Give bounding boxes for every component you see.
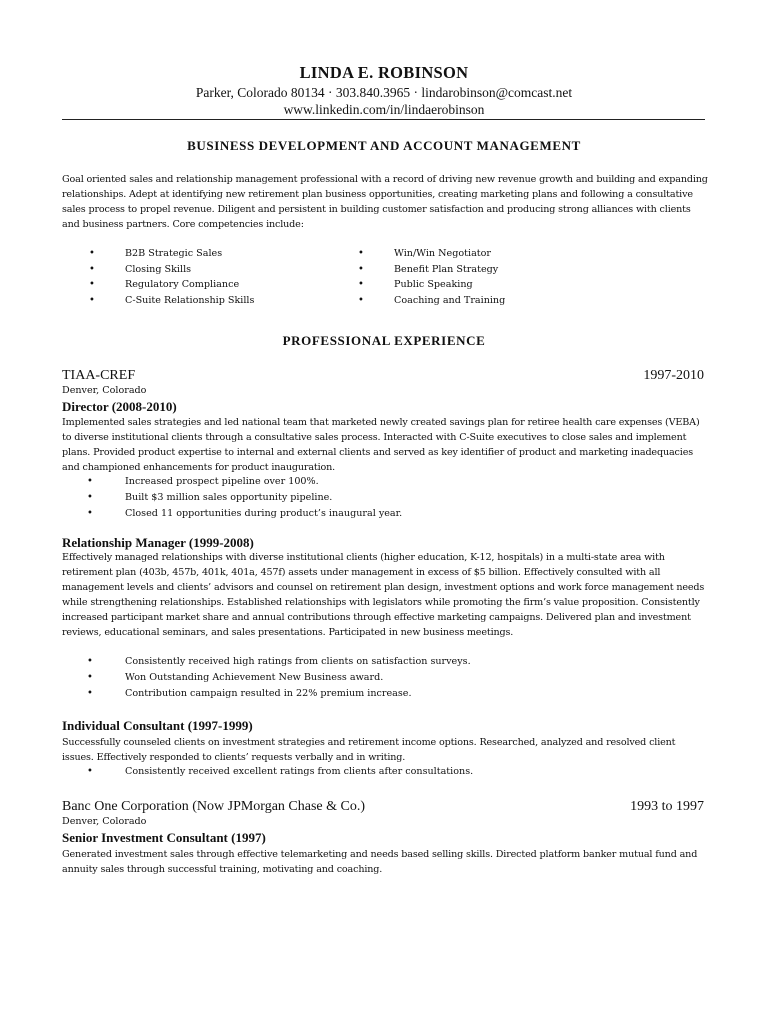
competency-item: • Public Speaking — [394, 277, 505, 293]
candidate-name: LINDA E. ROBINSON — [299, 63, 469, 82]
employer-dates: 1997-2010 — [643, 368, 704, 383]
bullet-icon: • — [89, 248, 95, 259]
competency-item: • Closing Skills — [125, 262, 254, 278]
resume-header — [0, 62, 768, 118]
role-title: Individual Consultant (1997-1999) — [62, 718, 253, 733]
competencies-right-column — [358, 246, 506, 308]
competencies-left-column — [89, 246, 255, 308]
competency-item: • Coaching and Training — [394, 293, 505, 309]
achievement-item: • Won Outstanding Achievement New Business award. — [62, 670, 682, 686]
employer-header — [62, 367, 704, 384]
bullet-icon: • — [89, 294, 95, 306]
employer-location: Denver, Colorado — [62, 385, 147, 396]
competency-item: • B2B Strategic Sales — [125, 246, 254, 262]
role-achievements — [62, 764, 682, 780]
competency-item: • Regulatory Compliance — [125, 277, 254, 293]
role-description: Implemented sales strategies and led national team that marketed newly created savings plan for retiree health care expenses (VEBA) to diverse institutional clients through a consultative sales process. Interacted with C-Suite executives to close sales and implement plans. Provided product expertise to internal and external clients and served as key identifier of product and marketing inadequacies and championed enhancements for product inauguration. — [62, 417, 700, 473]
bullet-icon: • — [89, 263, 95, 275]
role-title: Director (2008-2010) — [62, 399, 177, 414]
achievement-item: • Built $3 million sales opportunity pipeline. — [62, 490, 682, 506]
bullet-icon: • — [87, 766, 93, 777]
bullet-icon: • — [87, 672, 93, 683]
role-title: Senior Investment Consultant (1997) — [62, 830, 266, 845]
employer-name: TIAA-CREF — [62, 368, 136, 383]
role-description: Effectively managed relationships with diverse institutional clients (higher education, K-12, hospitals) in a multi-state area with retirement plan (403b, 457b, 401k, 401a, 457f) assets under management in excess of $5 billion. Effectively consulted with all management levels and clients’ advisors and counsel on retirement plan design, investment options and work force management needs while strengthening relationships. Established relationships with legislators while promoting the firm’s value proposition. Consistently increased participant market share and annual contributions through effective marketing campaigns. Delivered plan and investment reviews, educational seminars, and sales presentations. Participated in new business meetings. — [62, 552, 705, 638]
bullet-icon: • — [87, 492, 93, 503]
bullet-icon: • — [89, 279, 95, 290]
bullet-icon: • — [358, 263, 364, 275]
role-title: Relationship Manager (1999-2008) — [62, 535, 254, 550]
experience-section-title: PROFESSIONAL EXPERIENCE — [282, 333, 486, 348]
achievement-item: • Increased prospect pipeline over 100%. — [62, 474, 682, 490]
summary-paragraph: Goal oriented sales and relationship management professional with a record of driving new revenue growth and building and expanding relationships. Adept at identifying new retirement plan business opportunities, creating marketing plans and following a consultative sales process to propel revenue. Diligent and persistent in building customer satisfaction and producing strong alliances with clients and business partners. Core competencies include: — [62, 174, 708, 230]
competency-item: • Benefit Plan Strategy — [394, 262, 505, 278]
competency-item: • C-Suite Relationship Skills — [125, 293, 254, 309]
bullet-icon: • — [87, 476, 93, 487]
header-divider — [62, 119, 705, 120]
bullet-icon: • — [358, 279, 364, 290]
achievement-item: • Closed 11 opportunities during product’s inaugural year. — [62, 506, 682, 522]
linkedin-url: www.linkedin.com/in/lindaerobinson — [283, 102, 485, 117]
core-competencies — [62, 246, 708, 310]
summary-section-title: BUSINESS DEVELOPMENT AND ACCOUNT MANAGEMENT — [187, 138, 581, 153]
role-achievements — [62, 654, 682, 702]
achievement-item: • Consistently received excellent ratings from clients after consultations. — [62, 764, 682, 780]
role-description: Generated investment sales through effective telemarketing and needs based selling skills. Directed platform banker mutual fund and annuity sales through successful training, motivating and coaching. — [62, 849, 698, 875]
role-achievements — [62, 474, 682, 522]
contact-line: Parker, Colorado 80134 · 303.840.3965 · lindarobinson@comcast.net — [195, 85, 573, 100]
bullet-icon: • — [87, 656, 93, 667]
employer-location: Denver, Colorado — [62, 816, 147, 827]
achievement-item: • Contribution campaign resulted in 22% premium increase. — [62, 686, 682, 702]
competency-item: • Win/Win Negotiator — [394, 246, 505, 262]
employer-header — [62, 798, 704, 815]
bullet-icon: • — [87, 688, 93, 699]
bullet-icon: • — [358, 248, 364, 259]
employer-name: Banc One Corporation (Now JPMorgan Chase & Co.) — [62, 799, 366, 814]
bullet-icon: • — [358, 294, 364, 306]
achievement-item: • Consistently received high ratings from clients on satisfaction surveys. — [62, 654, 682, 670]
bullet-icon: • — [87, 508, 93, 519]
role-description: Successfully counseled clients on investment strategies and retirement income options. Researched, analyzed and resolved client issues. Effectively responded to clients’ requests verbally and in writing. — [62, 737, 676, 763]
employer-dates: 1993 to 1997 — [630, 799, 704, 814]
